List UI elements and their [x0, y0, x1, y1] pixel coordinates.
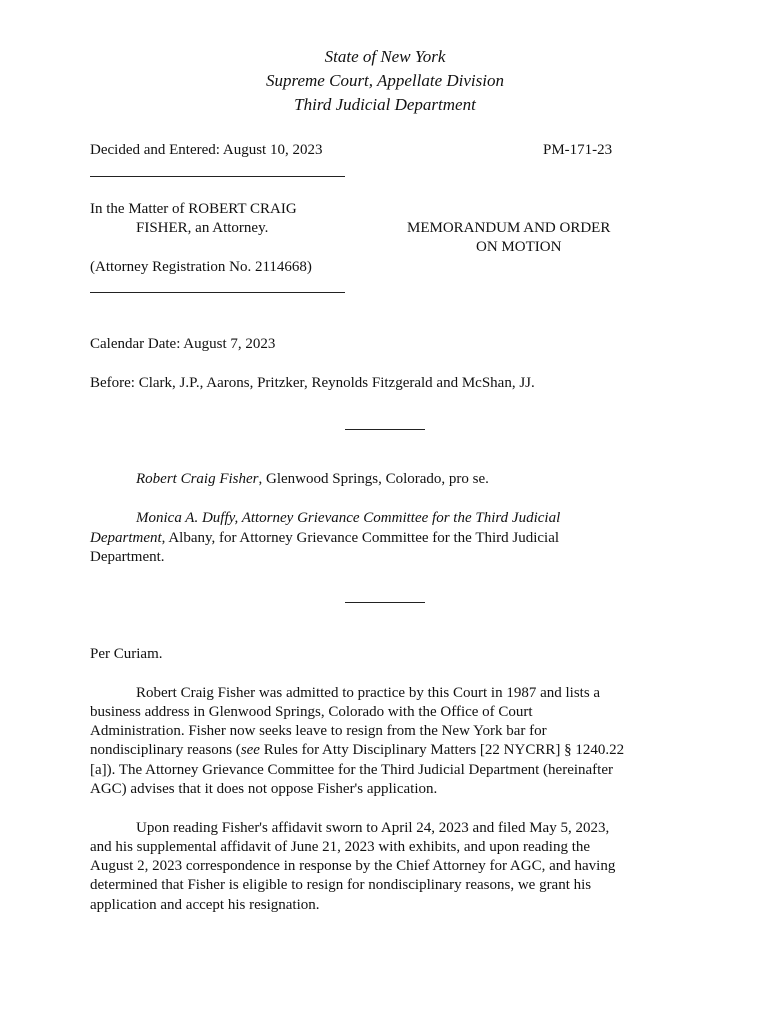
agc-line-1: Monica A. Duffy, Attorney Grievance Committee for the Third Judicial [136, 510, 561, 526]
paragraph-2-line-1: Upon reading Fisher's affidavit sworn to April 24, 2023 and filed May 5, 2023, [136, 820, 610, 836]
paragraph-2-line-3: August 2, 2023 correspondence in response by the Chief Attorney for AGC, and having [90, 858, 616, 874]
section-divider-1 [345, 429, 425, 430]
memorandum-title-1: MEMORANDUM AND ORDER [407, 220, 611, 236]
court-state: State of New York [324, 47, 446, 66]
agc-line-2 [90, 528, 559, 548]
section-divider-2 [345, 602, 425, 603]
paragraph-1-line-5: [a]). The Attorney Grievance Committee for the Third Judicial Department (hereinafter [90, 762, 613, 778]
agc-line-3: Department. [90, 549, 165, 565]
docket-number: PM-171-23 [543, 142, 613, 158]
paragraph-2-line-5: application and accept his resignation. [90, 897, 320, 913]
paragraph-1-line-4-pre: nondisciplinary reasons ( [90, 742, 241, 758]
paragraph-1-line-4 [90, 740, 624, 760]
per-curiam-heading: Per Curiam. [90, 646, 163, 662]
court-department: Third Judicial Department [294, 95, 476, 114]
agc-line-2-rest: , Albany, for Attorney Grievance Committee for the Third Judicial [161, 530, 560, 546]
decided-entered: Decided and Entered: August 10, 2023 [90, 142, 323, 158]
caption-rule-bottom [90, 292, 345, 293]
paragraph-2-line-2: and his supplemental affidavit of June 21, 2023 with exhibits, and upon reading the [90, 839, 591, 855]
matter-line-2: FISHER, an Attorney. [136, 220, 269, 236]
paragraph-1-line-4-post: Rules for Atty Disciplinary Matters [22 NYCRR] § 1240.22 [259, 742, 625, 758]
memorandum-title-2: ON MOTION [476, 239, 562, 255]
calendar-date: Calendar Date: August 7, 2023 [90, 336, 276, 352]
respondent-appearance-rest: , Glenwood Springs, Colorado, pro se. [258, 471, 489, 487]
paragraph-2-line-4: determined that Fisher is eligible to resign for nondisciplinary reasons, we grant his [90, 877, 592, 893]
paragraph-1-line-2: business address in Glenwood Springs, Colorado with the Office of Court [90, 704, 533, 720]
paragraph-1-line-3: Administration. Fisher now seeks leave to resign from the New York bar for [90, 723, 547, 739]
paragraph-1-line-1: Robert Craig Fisher was admitted to practice by this Court in 1987 and lists a [136, 685, 601, 701]
caption-rule-top [90, 176, 345, 177]
respondent-name: Robert Craig Fisher [136, 471, 259, 487]
bench-panel: Before: Clark, J.P., Aarons, Pritzker, Reynolds Fitzgerald and McShan, JJ. [90, 375, 535, 391]
matter-line-1: In the Matter of ROBERT CRAIG [90, 201, 297, 217]
see-signal: see [240, 742, 260, 758]
paragraph-1-line-6: AGC) advises that it does not oppose Fisher's application. [90, 781, 438, 797]
court-division: Supreme Court, Appellate Division [266, 71, 504, 90]
attorney-registration: (Attorney Registration No. 2114668) [90, 259, 312, 275]
respondent-appearance [136, 469, 489, 489]
agc-department-italic: Department [90, 530, 162, 546]
